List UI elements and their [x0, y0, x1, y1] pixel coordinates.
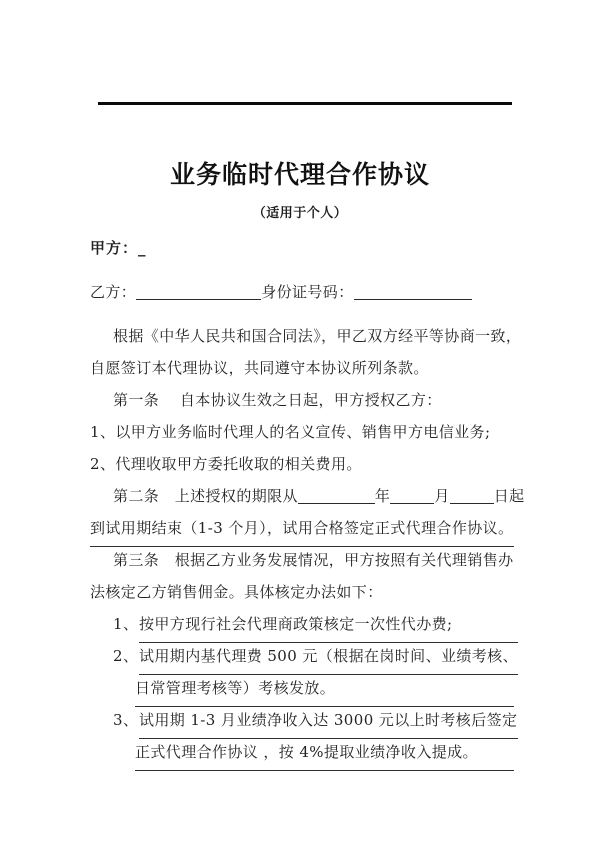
article-2-heading	[90, 480, 525, 512]
article-1-item-2	[90, 448, 514, 480]
article-2-continuation-text: 到试用期结束（1-3 个月），试用合格签定正式代理合作协议。	[90, 512, 514, 547]
article-3-heading	[90, 544, 514, 576]
article-3-item-3	[90, 704, 518, 736]
article-3-item-3-text-line-2: 正式代理合作协议 ，按 4%提取业绩净收入提成。	[135, 736, 514, 771]
document-subtitle: （适用于个人）	[252, 206, 348, 221]
party-a-label: 甲方：	[90, 239, 139, 257]
party-a-value[interactable]: _	[138, 239, 147, 257]
article-3-item-1-text: 按甲方现行社会代理商政策核定一次性代办费;	[139, 608, 518, 643]
party-b-line	[90, 276, 514, 308]
article-1-item-2-text: 代理收取甲方委托收取的相关费用。	[115, 455, 362, 473]
party-b-id-blank[interactable]	[354, 286, 472, 300]
article-3-item-3-num: 3、	[113, 711, 139, 729]
article-2-heading-label: 第二条	[113, 487, 160, 505]
article-2-continuation	[90, 512, 514, 544]
article-3-item-2-num: 2、	[113, 647, 139, 665]
article-3-heading-line-2: 法核定乙方销售佣金。具体核定办法如下：	[90, 583, 383, 601]
article-3-item-1	[90, 608, 514, 640]
article-1-heading	[90, 384, 514, 416]
article-2-year-unit: 年	[374, 487, 391, 505]
article-1-heading-label: 第一条	[113, 391, 160, 409]
article-3-item-2-text-line-1: 试用期内基代理费 500 元（根据在岗时间、业绩考核、	[139, 640, 518, 675]
article-3-item-3-continuation	[90, 736, 514, 768]
article-1-item-1	[90, 416, 514, 448]
preamble-line-1: 根据《中华人民共和国合同法》，甲乙双方经平等协商一致，	[113, 327, 522, 345]
article-2-day-blank[interactable]	[450, 490, 494, 504]
article-2-month-unit: 月	[434, 487, 450, 505]
article-3-item-3-text-line-1: 试用期 1-3 月业绩净收入达 3000 元以上时考核后签定	[139, 704, 518, 739]
document-body	[90, 232, 525, 768]
article-1-item-2-num: 2、	[90, 455, 116, 473]
preamble-line-2: 自愿签订本代理协议，共同遵守本协议所列条款。	[90, 359, 429, 377]
article-1-heading-text: 自本协议生效之日起，甲方授权乙方：	[179, 391, 442, 409]
article-2-day-unit: 日起	[493, 487, 525, 505]
document-title: 业务临时代理合作协议	[169, 160, 430, 189]
article-1-item-1-num: 1、	[90, 423, 116, 441]
article-3-heading-text: 根据乙方业务发展情况，甲方按照有关代理销售办	[174, 551, 514, 569]
article-2-lead-text: 上述授权的期限从	[174, 487, 298, 505]
header-divider-rule	[98, 102, 512, 105]
article-2-year-blank[interactable]	[298, 490, 375, 504]
party-b-id-label: 身份证号码：	[261, 283, 354, 301]
party-a-line	[90, 232, 514, 264]
party-b-name-blank[interactable]	[136, 286, 261, 300]
article-3-item-1-num: 1、	[113, 615, 139, 633]
article-2-month-blank[interactable]	[390, 490, 434, 504]
article-3-item-2-text-line-2: 日常管理考核等）考核发放。	[135, 672, 514, 707]
party-b-label: 乙方：	[90, 283, 137, 301]
article-3-item-2	[90, 640, 518, 672]
article-1-item-1-text: 以甲方业务临时代理人的名义宣传、销售甲方电信业务;	[115, 423, 491, 441]
article-3-heading-label: 第三条	[113, 551, 160, 569]
article-3-item-2-continuation	[90, 672, 514, 704]
